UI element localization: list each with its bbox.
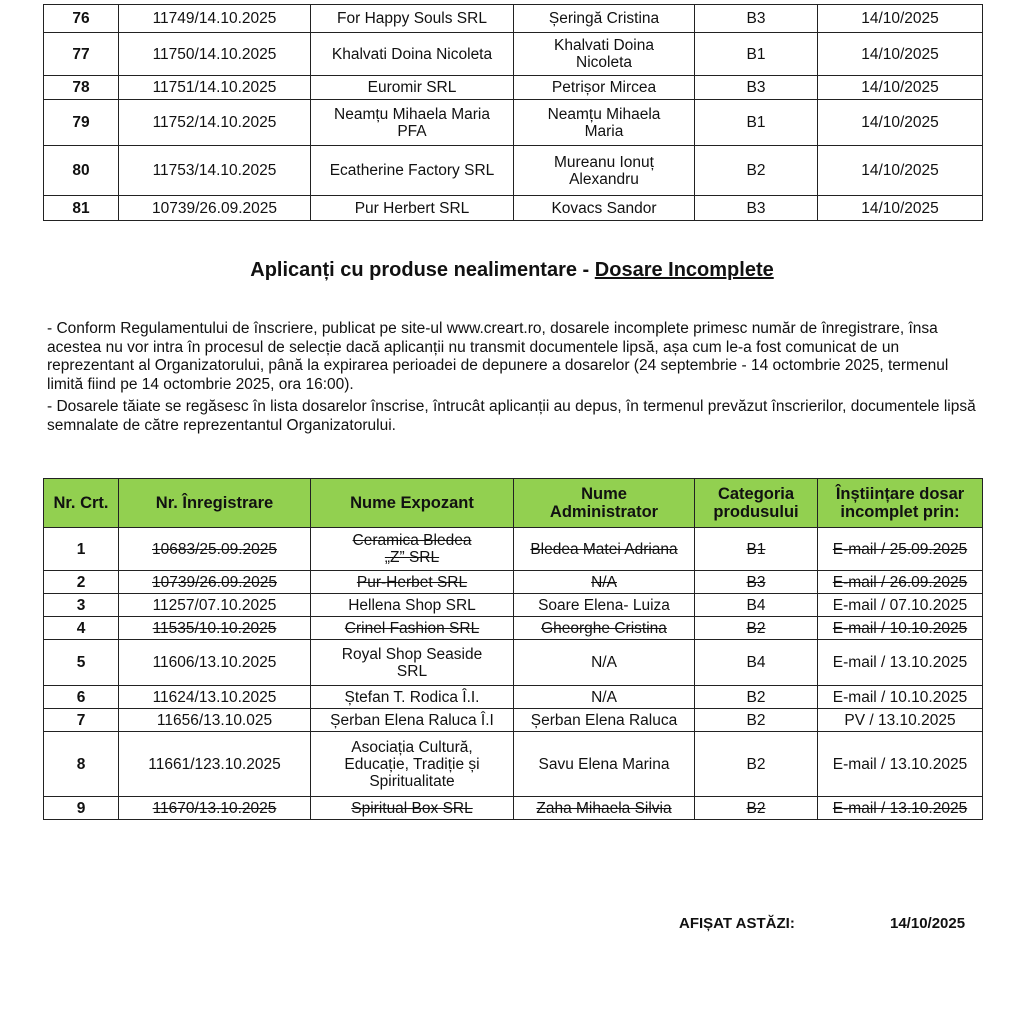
registration-number: 11661/123.10.2025 <box>119 732 311 797</box>
section-title-underlined: Dosare Incomplete <box>594 259 774 281</box>
exhibitor-name: Spiritual Box SRL <box>311 797 514 820</box>
posted-today-label: AFIȘAT ASTĂZI: <box>679 915 795 932</box>
registered-applicants-table <box>43 4 983 221</box>
registration-number: 10739/26.09.2025 <box>119 196 311 221</box>
notice: E-mail / 13.10.2025 <box>818 732 983 797</box>
incomplete-files-table <box>43 478 983 820</box>
exhibitor-name: Royal Shop Seaside SRL <box>311 640 514 686</box>
administrator-name: N/A <box>514 686 695 709</box>
table-row <box>44 732 983 797</box>
table-row <box>44 528 983 571</box>
row-number: 79 <box>44 100 119 146</box>
table-row <box>44 100 983 146</box>
product-category: B3 <box>695 76 818 100</box>
row-number: 8 <box>44 732 119 797</box>
header-nr-crt: Nr. Crt. <box>44 479 119 528</box>
administrator-name: Neamțu Mihaela Maria <box>514 100 695 146</box>
registration-number: 10683/25.09.2025 <box>119 528 311 571</box>
administrator-name: Khalvati Doina Nicoleta <box>514 33 695 76</box>
administrator-name: Zaha Mihaela Silvia <box>514 797 695 820</box>
product-category: B3 <box>695 571 818 594</box>
row-number: 77 <box>44 33 119 76</box>
administrator-name: Șerban Elena Raluca <box>514 709 695 732</box>
product-category: B1 <box>695 33 818 76</box>
registration-number: 10739/26.09.2025 <box>119 571 311 594</box>
date: 14/10/2025 <box>818 146 983 196</box>
row-number: 4 <box>44 617 119 640</box>
administrator-name: Mureanu Ionuț Alexandru <box>514 146 695 196</box>
notice: E-mail / 25.09.2025 <box>818 528 983 571</box>
product-category: B1 <box>695 100 818 146</box>
exhibitor-name: Șerban Elena Raluca Î.I <box>311 709 514 732</box>
exhibitor-name: For Happy Souls SRL <box>311 5 514 33</box>
notice: E-mail / 26.09.2025 <box>818 571 983 594</box>
date: 14/10/2025 <box>818 196 983 221</box>
administrator-name: N/A <box>514 571 695 594</box>
table-row <box>44 640 983 686</box>
row-number: 1 <box>44 528 119 571</box>
exhibitor-name: Crinel Fashion SRL <box>311 617 514 640</box>
registration-number: 11751/14.10.2025 <box>119 76 311 100</box>
row-number: 3 <box>44 594 119 617</box>
row-number: 9 <box>44 797 119 820</box>
product-category: B2 <box>695 709 818 732</box>
registration-number: 11749/14.10.2025 <box>119 5 311 33</box>
product-category: B2 <box>695 146 818 196</box>
table-row <box>44 76 983 100</box>
table-row <box>44 571 983 594</box>
product-category: B3 <box>695 5 818 33</box>
exhibitor-name: Hellena Shop SRL <box>311 594 514 617</box>
row-number: 76 <box>44 5 119 33</box>
exhibitor-name: Neamțu Mihaela Maria PFA <box>311 100 514 146</box>
exhibitor-name: Pur Herbert SRL <box>311 196 514 221</box>
row-number: 81 <box>44 196 119 221</box>
section-title <box>0 259 1024 282</box>
table-row <box>44 709 983 732</box>
notice: E-mail / 10.10.2025 <box>818 617 983 640</box>
administrator-name: Kovacs Sandor <box>514 196 695 221</box>
header-category: Categoria produsului <box>695 479 818 528</box>
registration-number: 11606/13.10.2025 <box>119 640 311 686</box>
administrator-name: Gheorghe Cristina <box>514 617 695 640</box>
row-number: 78 <box>44 76 119 100</box>
table-header-row <box>44 479 983 528</box>
product-category: B3 <box>695 196 818 221</box>
posted-today-date: 14/10/2025 <box>890 915 966 932</box>
administrator-name: Savu Elena Marina <box>514 732 695 797</box>
administrator-name: Petrișor Mircea <box>514 76 695 100</box>
product-category: B4 <box>695 640 818 686</box>
date: 14/10/2025 <box>818 5 983 33</box>
notice: PV / 13.10.2025 <box>818 709 983 732</box>
exhibitor-name: Ștefan T. Rodica Î.I. <box>311 686 514 709</box>
product-category: B2 <box>695 797 818 820</box>
administrator-name: Bledea Matei Adriana <box>514 528 695 571</box>
date: 14/10/2025 <box>818 33 983 76</box>
table-row <box>44 33 983 76</box>
date: 14/10/2025 <box>818 76 983 100</box>
exhibitor-name: Asociația Cultură, Educație, Tradiție și Spiritualitate <box>311 732 514 797</box>
section-title-prefix: Aplicanți cu produse nealimentare - <box>250 259 595 281</box>
registration-number: 11656/13.10.025 <box>119 709 311 732</box>
administrator-name: Soare Elena- Luiza <box>514 594 695 617</box>
product-category: B1 <box>695 528 818 571</box>
administrator-name: Șeringă Cristina <box>514 5 695 33</box>
exhibitor-name: Ecatherine Factory SRL <box>311 146 514 196</box>
registration-number: 11624/13.10.2025 <box>119 686 311 709</box>
notes <box>47 320 987 439</box>
notice: E-mail / 13.10.2025 <box>818 640 983 686</box>
product-category: B2 <box>695 617 818 640</box>
registration-number: 11257/07.10.2025 <box>119 594 311 617</box>
table-row <box>44 797 983 820</box>
registration-number: 11753/14.10.2025 <box>119 146 311 196</box>
header-notice: Înștiințare dosar incomplet prin: <box>818 479 983 528</box>
registration-number: 11670/13.10.2025 <box>119 797 311 820</box>
date: 14/10/2025 <box>818 100 983 146</box>
product-category: B4 <box>695 594 818 617</box>
exhibitor-name: Euromir SRL <box>311 76 514 100</box>
row-number: 5 <box>44 640 119 686</box>
product-category: B2 <box>695 686 818 709</box>
header-administrator: Nume Administrator <box>514 479 695 528</box>
row-number: 2 <box>44 571 119 594</box>
row-number: 80 <box>44 146 119 196</box>
note-paragraph: - Dosarele tăiate se regăsesc în lista dosarelor înscrise, întrucât aplicanții au depus, în termenul prevăzut înscrierilor, documentele lipsă semnalate de către reprezentantul Organizatorului. <box>47 398 976 434</box>
notice: E-mail / 13.10.2025 <box>818 797 983 820</box>
registration-number: 11752/14.10.2025 <box>119 100 311 146</box>
administrator-name: N/A <box>514 640 695 686</box>
header-exhibitor: Nume Expozant <box>311 479 514 528</box>
registration-number: 11750/14.10.2025 <box>119 33 311 76</box>
row-number: 6 <box>44 686 119 709</box>
table-row <box>44 196 983 221</box>
table-row <box>44 617 983 640</box>
table-row <box>44 686 983 709</box>
exhibitor-name: Ceramica Bledea „Z” SRL <box>311 528 514 571</box>
header-registration: Nr. Înregistrare <box>119 479 311 528</box>
row-number: 7 <box>44 709 119 732</box>
exhibitor-name: Pur-Herbet SRL <box>311 571 514 594</box>
notice: E-mail / 07.10.2025 <box>818 594 983 617</box>
table-row <box>44 146 983 196</box>
notice: E-mail / 10.10.2025 <box>818 686 983 709</box>
exhibitor-name: Khalvati Doina Nicoleta <box>311 33 514 76</box>
table-row <box>44 5 983 33</box>
registration-number: 11535/10.10.2025 <box>119 617 311 640</box>
product-category: B2 <box>695 732 818 797</box>
table-row <box>44 594 983 617</box>
note-paragraph: - Conform Regulamentului de înscriere, publicat pe site-ul www.creart.ro, dosarele incomplete primesc număr de înregistrare, însa acestea nu vor intra în procesul de selecție dacă aplicanții nu transmit documentele lipsă, așa cum le-a fost comunicat de un reprezentant al Organizatorului, până la expirarea perioadei de depunere a dosarelor (24 septembrie - 14 octombrie 2025, termenul limită fiind pe 14 octombrie 2025, ora 16:00). <box>47 320 949 393</box>
